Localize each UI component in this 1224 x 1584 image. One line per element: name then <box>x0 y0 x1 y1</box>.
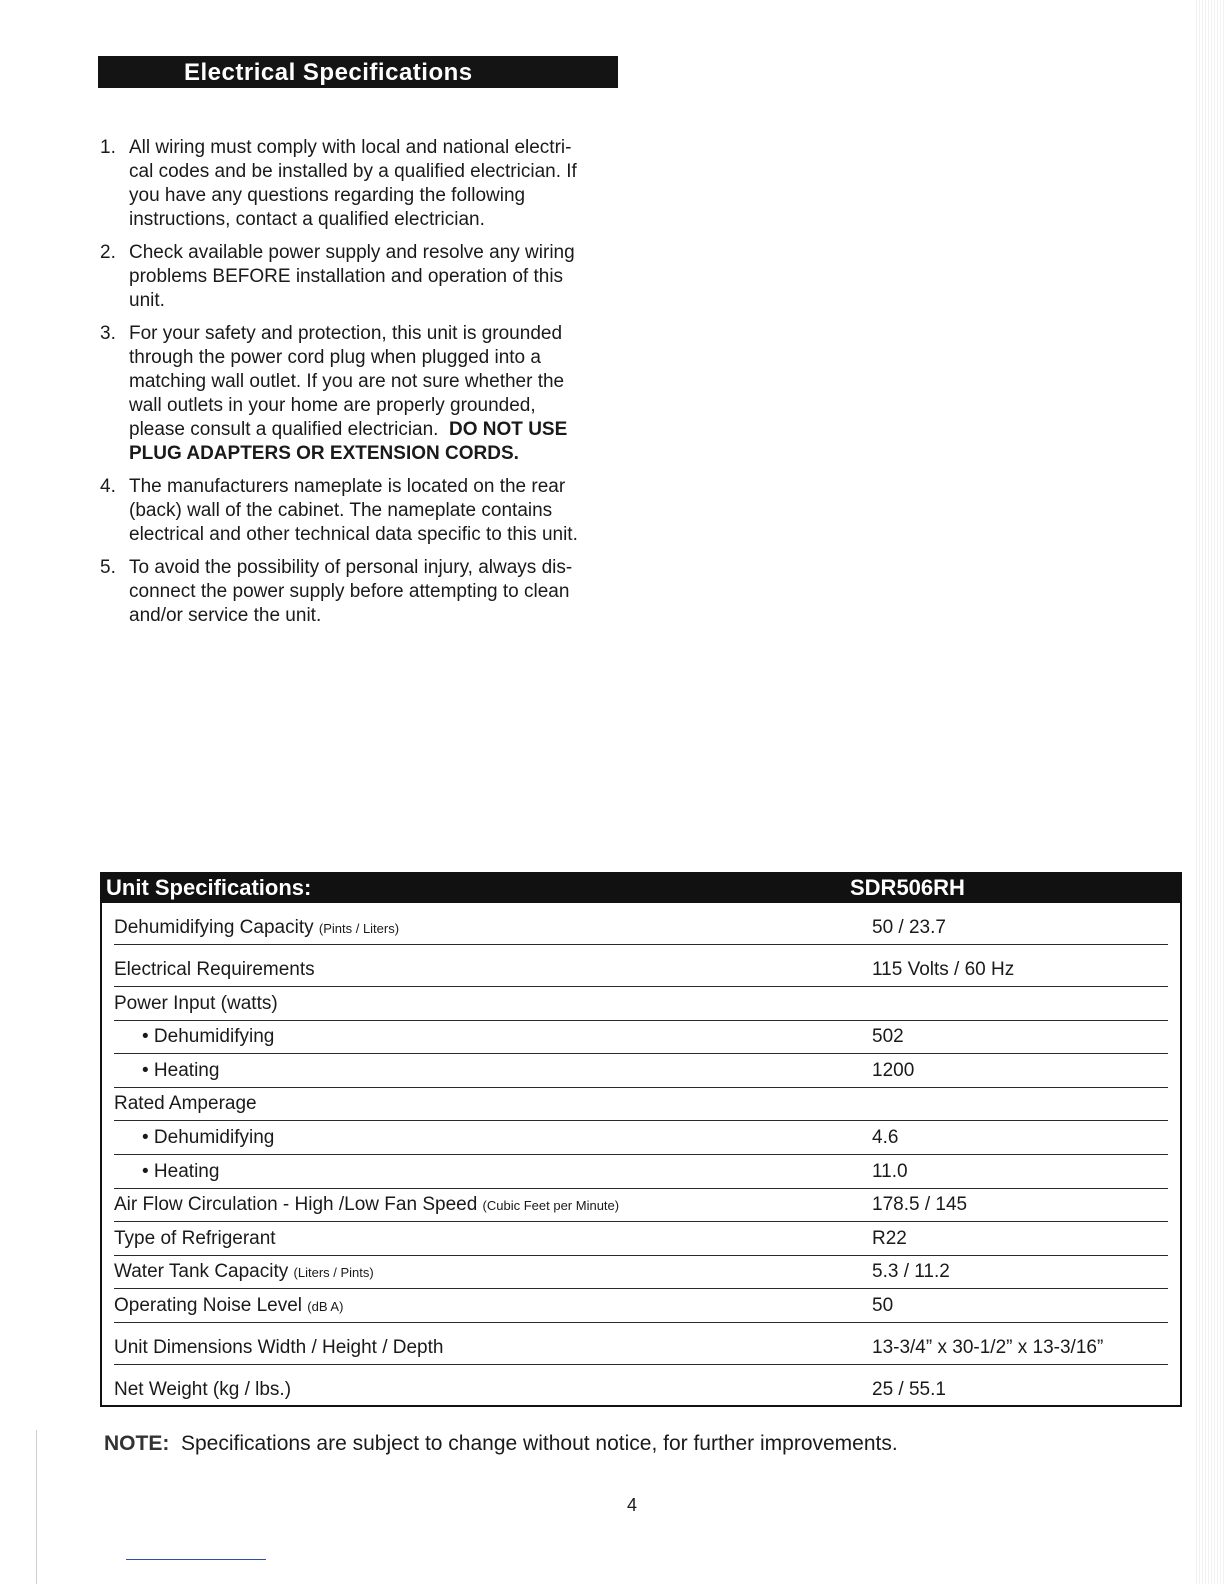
instruction-item: 1. All wiring must comply with local and national electri- cal codes and be installed by a qualified electrician. If you have any questions regarding the following instructions, contact a qualified electrician. <box>100 137 577 230</box>
spec-label: Net Weight (kg / lbs.) <box>114 1378 292 1400</box>
note-label: NOTE: <box>104 1432 170 1455</box>
table-row <box>102 1121 1180 1155</box>
electrical-specs-heading: Electrical Specifications <box>98 56 618 88</box>
table-row <box>102 1021 1180 1055</box>
table-row <box>102 1088 1180 1122</box>
spec-value: 115 Volts / 60 Hz <box>872 959 1015 980</box>
spec-value: 1200 <box>872 1059 915 1081</box>
instruction-item: 4. The manufacturers nameplate is located on the rear (back) wall of the cabinet. The nameplate contains electrical and other technical data specific to this unit. <box>100 476 578 545</box>
table-row <box>102 1054 1180 1088</box>
table-row <box>102 1365 1180 1407</box>
scan-edge <box>1194 0 1224 1584</box>
spec-unit: (dB A) <box>307 1298 344 1314</box>
spec-label: Type of Refrigerant <box>114 1227 276 1249</box>
instruction-item: 2. Check available power supply and resolve any wiring problems BEFORE installation and operation of this unit. <box>100 242 575 311</box>
spec-unit: (Liters / Pints) <box>293 1265 374 1281</box>
electrical-instructions-list <box>96 136 616 637</box>
table-row <box>102 987 1180 1021</box>
spec-label: Water Tank Capacity (Liters / Pints) <box>114 1261 374 1283</box>
spec-label: • Dehumidifying <box>142 1026 275 1048</box>
spec-value: 50 <box>872 1294 894 1316</box>
note-text: Specifications are subject to change without notice, for further improvements. <box>181 1432 898 1455</box>
footer-line <box>126 1559 266 1560</box>
spec-label: • Dehumidifying <box>142 1126 275 1148</box>
spec-label: Electrical Requirements <box>114 959 315 980</box>
spec-header-label: Unit Specifications: <box>106 875 312 900</box>
spec-unit: (Pints / Liters) <box>318 921 400 936</box>
spec-value: 50 / 23.7 <box>872 917 946 938</box>
spec-value: 25 / 55.1 <box>872 1378 946 1400</box>
spec-value: R22 <box>872 1227 907 1249</box>
left-margin-rule <box>36 1430 37 1584</box>
spec-rows <box>102 903 1180 1407</box>
spec-label: • Heating <box>142 1160 220 1182</box>
instruction-item: 5. To avoid the possibility of personal injury, always dis- connect the power supply before attempting to clean and/or service the unit. <box>100 557 573 626</box>
instruction-item: 3. For your safety and protection, this unit is grounded through the power cord plug when plugged into a matching wall outlet. If you are not sure whether the wall outlets in your home are properly grounded, please consult a qualified electrician. DO NOT USE PLUG ADAPTERS OR EXTENSION CORDS. <box>100 323 568 464</box>
spec-table-header <box>102 872 1180 903</box>
spec-value: 5.3 / 11.2 <box>872 1261 950 1283</box>
table-row <box>102 1155 1180 1189</box>
table-row <box>102 1222 1180 1256</box>
spec-label: Power Input (watts) <box>114 992 278 1014</box>
spec-label: Operating Noise Level (dB A) <box>114 1294 344 1316</box>
spec-value: 4.6 <box>872 1126 899 1148</box>
table-row <box>102 1256 1180 1290</box>
table-row <box>102 1289 1180 1323</box>
table-row <box>102 1323 1180 1365</box>
table-row <box>102 945 1180 987</box>
spec-value: 502 <box>872 1026 904 1048</box>
spec-value: 13-3/4” x 30-1/2” x 13-3/16” <box>872 1336 1104 1358</box>
spec-value: 178.5 / 145 <box>872 1194 968 1216</box>
unit-specifications-table <box>100 872 1182 1407</box>
spec-label: Rated Amperage <box>114 1093 257 1115</box>
spec-label: Air Flow Circulation - High /Low Fan Speed (Cubic Feet per Minute) <box>114 1194 620 1216</box>
model-number: SDR506RH <box>850 875 965 900</box>
note <box>104 1432 898 1456</box>
spec-label: Unit Dimensions Width / Height / Depth <box>114 1336 444 1358</box>
page-number: 4 <box>627 1495 638 1515</box>
spec-label: • Heating <box>142 1059 220 1081</box>
table-row <box>102 903 1180 945</box>
spec-label: Dehumidifying Capacity (Pints / Liters) <box>114 917 400 938</box>
table-row <box>102 1189 1180 1223</box>
spec-value: 11.0 <box>872 1160 908 1182</box>
spec-unit: (Cubic Feet per Minute) <box>482 1198 620 1214</box>
